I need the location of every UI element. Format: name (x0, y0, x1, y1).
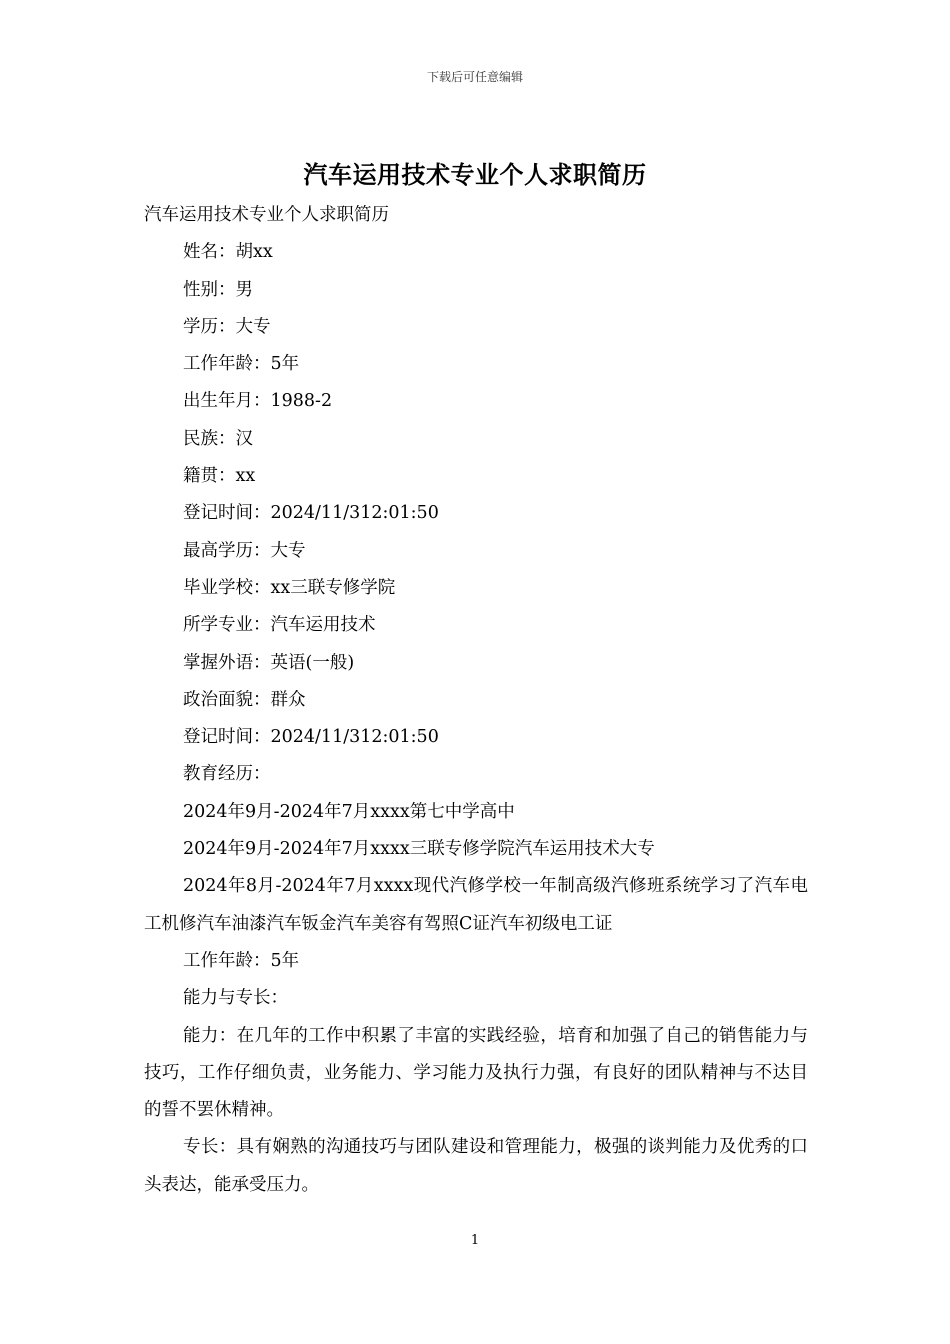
resume-body (144, 197, 808, 1204)
field-native-place: 籍贯：xx (183, 466, 256, 487)
field-language: 掌握外语：英语(一般) (183, 652, 355, 673)
work-years-line: 工作年龄：5年 (183, 950, 300, 971)
ability-heading: 能力与专长： (183, 988, 288, 1009)
education-heading: 教育经历： (183, 764, 271, 785)
specialty-paragraph: 专长：具有娴熟的沟通技巧与团队建设和管理能力，极强的谈判能力及优秀的口头表达，能承受压力。 (144, 1137, 808, 1195)
field-highest-education: 最高学历：大专 (183, 540, 306, 561)
field-ethnicity: 民族：汉 (183, 428, 253, 449)
field-register-time: 登记时间：2024/11/312:01:50 (183, 727, 439, 748)
field-birth: 出生年月：1988-2 (183, 391, 333, 412)
resume-subtitle: 汽车运用技术专业个人求职简历 (144, 205, 389, 225)
header-note: 下载后可任意编辑 (426, 70, 523, 84)
field-name: 姓名：胡xx (183, 242, 273, 263)
page-number: 1 (470, 1233, 480, 1248)
education-item: 2024年9月-2024年7月xxxx三联专修学院汽车运用技术大专 (183, 839, 655, 860)
field-gender: 性别：男 (183, 279, 253, 300)
field-school: 毕业学校：xx三联专修学院 (183, 577, 396, 598)
field-register-time: 登记时间：2024/11/312:01:50 (183, 503, 439, 524)
education-item: 2024年8月-2024年7月xxxx现代汽修学校一年制高级汽修班系统学习了汽车电工机修汽车油漆汽车钣金汽车美容有驾照C证汽车初级电工证 (144, 876, 808, 934)
document-title: 汽车运用技术专业个人求职简历 (303, 161, 647, 189)
education-item: 2024年9月-2024年7月xxxx第七中学高中 (183, 801, 515, 822)
field-major: 所学专业：汽车运用技术 (183, 615, 376, 636)
field-education: 学历：大专 (183, 316, 271, 337)
field-work-years: 工作年龄：5年 (183, 354, 300, 375)
field-political-status: 政治面貌：群众 (183, 689, 306, 710)
ability-paragraph: 能力：在几年的工作中积累了丰富的实践经验，培育和加强了自己的销售能力与技巧，工作仔细负责，业务能力、学习能力及执行力强，有良好的团队精神与不达目的誓不罢休精神。 (144, 1025, 808, 1121)
